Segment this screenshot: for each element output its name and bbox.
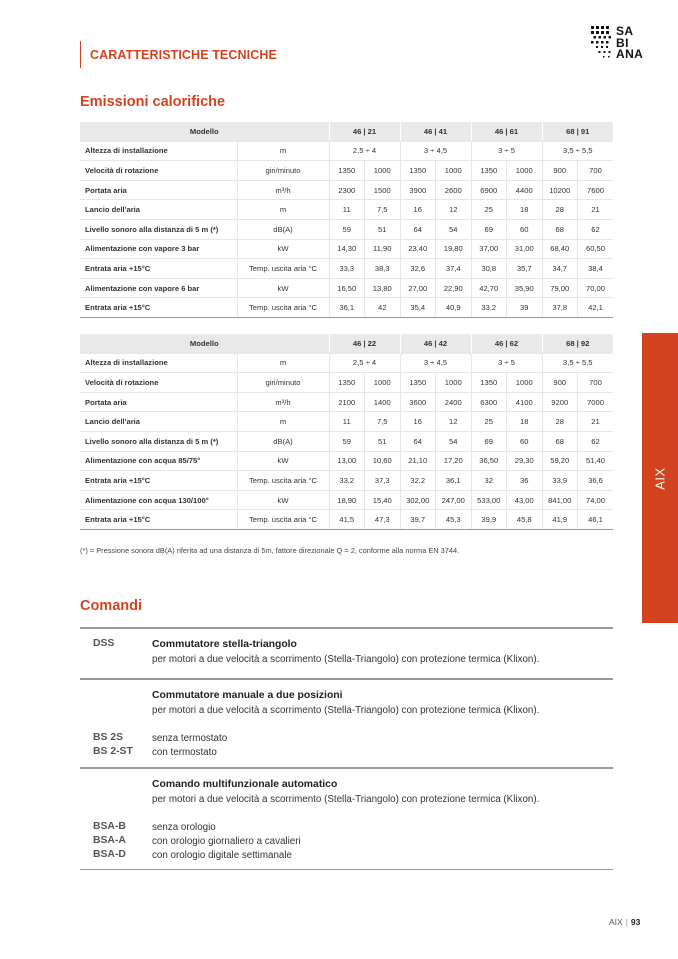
footer-label: AIX [609,917,623,927]
table-cell: 36,50 [471,451,507,471]
table-cell: 700 [578,161,614,181]
table-cell: 59 [329,219,365,239]
table-cell: 19,80 [436,239,472,259]
row-label: Alimentazione con acqua 85/75° [80,451,237,471]
table-cell: 1400 [365,392,401,412]
table-cell: 36,1 [329,298,365,318]
table-cell: 4100 [507,392,543,412]
divider [80,767,613,769]
row-unit: giri/minuto [237,373,329,393]
row-label: Lancio dell'aria [80,200,237,220]
footer-separator: | [625,917,628,927]
table-cell: 41,5 [329,510,365,530]
row-label: Entrata aria +15°C [80,259,237,279]
table-cell: 2600 [436,180,472,200]
table-row [80,451,613,471]
table-cell: 29,30 [507,451,543,471]
table-cell: 7600 [578,180,614,200]
command-option: con orologio giornaliero a cavalieri [152,836,301,847]
model-name: 46 | 21 [329,122,400,141]
row-label: Velocità di rotazione [80,373,237,393]
command-code: BSA-B [93,821,126,832]
table-cell: 74,00 [578,490,614,510]
table-cell: 1000 [365,161,401,181]
table-cell: 79,00 [542,278,578,298]
emissioni-table-2 [80,334,613,530]
row-unit: m³/h [237,392,329,412]
table-row [80,412,613,432]
table-cell: 1000 [436,373,472,393]
table-cell: 11 [329,412,365,432]
row-unit: m [237,200,329,220]
comandi-title: Comandi [80,598,143,614]
table-cell: 43,00 [507,490,543,510]
table-row [80,219,613,239]
table-cell: 533,00 [471,490,507,510]
row-unit: dB(A) [237,431,329,451]
table-cell: 40,9 [436,298,472,318]
table-cell: 62 [578,219,614,239]
table-cell: 69 [471,431,507,451]
row-label: Altezza di installazione [80,141,237,161]
command-option: con termostato [152,747,217,758]
table-row [80,392,613,412]
command-code: BS 2S [93,732,124,743]
table-cell: 51 [365,219,401,239]
table-cell: 13,80 [365,278,401,298]
table-cell: 6900 [471,180,507,200]
row-unit: kW [237,278,329,298]
table-cell: 69 [471,219,507,239]
table-cell: 3600 [400,392,436,412]
row-unit: m³/h [237,180,329,200]
model-name: 46 | 42 [400,334,471,353]
table-cell: 16,50 [329,278,365,298]
model-name: 46 | 62 [471,334,542,353]
table-cell: 4400 [507,180,543,200]
model-header: Modello [80,334,329,353]
table-cell: 34,7 [542,259,578,279]
row-unit: m [237,141,329,161]
table-cell: 18 [507,200,543,220]
row-unit: Temp. uscita aria °C [237,510,329,530]
logo-dot-grid-icon [591,26,613,62]
table-row [80,200,613,220]
table-cell: 1000 [365,373,401,393]
table-row [80,471,613,491]
table-cell: 42,70 [471,278,507,298]
table-cell: 37,8 [542,298,578,318]
table-cell: 1350 [471,373,507,393]
row-unit: Temp. uscita aria °C [237,471,329,491]
table-cell: 70,00 [578,278,614,298]
command-title: Commutatore stella-triangolo [152,639,297,650]
row-label: Altezza di installazione [80,353,237,373]
table-cell: 37,00 [471,239,507,259]
table-cell: 39 [507,298,543,318]
table-cell: 36,1 [436,471,472,491]
row-label: Alimentazione con vapore 3 bar [80,239,237,259]
table-cell: 59,20 [542,451,578,471]
row-unit: kW [237,239,329,259]
row-label: Entrata aria +15°C [80,510,237,530]
model-header: Modello [80,122,329,141]
model-name: 68 | 92 [542,334,613,353]
table-cell: 17,20 [436,451,472,471]
table-row [80,239,613,259]
table-cell: 3,5 ÷ 5,5 [542,141,613,161]
command-description: per motori a due velocità a scorrimento (Stella-Triangolo) con protezione termica (Klixon). [152,705,540,716]
table-cell: 39,9 [471,510,507,530]
row-label: Entrata aria +15°C [80,471,237,491]
table-cell: 2,5 ÷ 4 [329,353,400,373]
emissioni-table-1 [80,122,613,318]
table-cell: 21,10 [400,451,436,471]
table-row [80,353,613,373]
table-cell: 302,00 [400,490,436,510]
table-cell: 60 [507,431,543,451]
table-cell: 30,8 [471,259,507,279]
table-cell: 1000 [436,161,472,181]
side-tab-label: AIX [652,466,668,490]
table-row [80,141,613,161]
table-cell: 21 [578,200,614,220]
table-cell: 54 [436,219,472,239]
table-cell: 12 [436,412,472,432]
table-cell: 64 [400,219,436,239]
table-cell: 2400 [436,392,472,412]
table-cell: 60 [507,219,543,239]
table-row [80,278,613,298]
command-code: DSS [93,638,115,649]
table-cell: 32 [471,471,507,491]
table-cell: 11 [329,200,365,220]
command-option: senza orologio [152,822,216,833]
command-option: senza termostato [152,733,228,744]
table-cell: 35,90 [507,278,543,298]
table-cell: 37,4 [436,259,472,279]
table-row [80,510,613,530]
table-cell: 68,40 [542,239,578,259]
table-cell: 9200 [542,392,578,412]
table-cell: 7,5 [365,412,401,432]
row-label: Alimentazione con vapore 6 bar [80,278,237,298]
table-cell: 28 [542,200,578,220]
command-description: per motori a due velocità a scorrimento (Stella-Triangolo) con protezione termica (Klixon). [152,794,540,805]
table-cell: 247,00 [436,490,472,510]
table-cell: 41,9 [542,510,578,530]
table-cell: 37,3 [365,471,401,491]
table-cell: 3 ÷ 4,5 [400,141,471,161]
page-footer [609,917,640,927]
table-cell: 32,6 [400,259,436,279]
table-cell: 7000 [578,392,614,412]
row-unit: dB(A) [237,219,329,239]
table-cell: 900 [542,373,578,393]
table-cell: 15,40 [365,490,401,510]
table-cell: 62 [578,431,614,451]
row-unit: kW [237,451,329,471]
table-cell: 700 [578,373,614,393]
table-cell: 54 [436,431,472,451]
row-unit: m [237,412,329,432]
table-cell: 33,9 [542,471,578,491]
table-header-row [80,122,613,141]
table-row [80,259,613,279]
table-cell: 3,5 ÷ 5,5 [542,353,613,373]
table-cell: 23,40 [400,239,436,259]
table-cell: 3900 [400,180,436,200]
table-cell: 13,00 [329,451,365,471]
table-cell: 18 [507,412,543,432]
table-cell: 10,60 [365,451,401,471]
model-name: 68 | 91 [542,122,613,141]
table-row [80,161,613,181]
emissioni-title: Emissioni calorifiche [80,94,226,110]
row-label: Portata aria [80,180,237,200]
table-cell: 1350 [400,161,436,181]
row-unit: m [237,353,329,373]
row-unit: Temp. uscita aria °C [237,298,329,318]
table-cell: 1500 [365,180,401,200]
table-cell: 33,3 [329,259,365,279]
model-name: 46 | 41 [400,122,471,141]
footnote: (*) = Pressione sonora dB(A) riferita ad una distanza di 5m, fattore direzionale Q = 2, conforme alla norma EN 3744. [80,546,460,555]
table-cell: 10200 [542,180,578,200]
table-row [80,298,613,318]
table-cell: 18,90 [329,490,365,510]
table-cell: 35,7 [507,259,543,279]
table-cell: 3 ÷ 5 [471,141,542,161]
table-row [80,373,613,393]
table-cell: 22,90 [436,278,472,298]
table-cell: 7,5 [365,200,401,220]
table-cell: 12 [436,200,472,220]
sabiana-logo [591,26,647,62]
divider [80,869,613,870]
table-cell: 59 [329,431,365,451]
table-header-row [80,334,613,353]
table-cell: 31,00 [507,239,543,259]
table-cell: 32,2 [400,471,436,491]
row-label: Entrata aria +15°C [80,298,237,318]
table-cell: 1350 [329,373,365,393]
table-cell: 33,2 [471,298,507,318]
table-cell: 38,4 [578,259,614,279]
table-cell: 2100 [329,392,365,412]
table-row [80,431,613,451]
model-name: 46 | 61 [471,122,542,141]
model-name: 46 | 22 [329,334,400,353]
section-header [80,41,277,68]
logo-wordmark: SA BI ANA [616,24,644,62]
row-label: Portata aria [80,392,237,412]
table-cell: 2300 [329,180,365,200]
table-cell: 3 ÷ 5 [471,353,542,373]
row-unit: Temp. uscita aria °C [237,259,329,279]
row-unit: giri/minuto [237,161,329,181]
table-cell: 14,30 [329,239,365,259]
table-cell: 11,90 [365,239,401,259]
table-cell: 47,3 [365,510,401,530]
row-label: Lancio dell'aria [80,412,237,432]
table-cell: 36 [507,471,543,491]
table-cell: 46,1 [578,510,614,530]
table-row [80,490,613,510]
divider [80,678,613,680]
table-cell: 16 [400,412,436,432]
table-cell: 27,00 [400,278,436,298]
table-cell: 35,4 [400,298,436,318]
command-code: BS 2-ST [93,746,133,757]
table-cell: 68 [542,219,578,239]
table-cell: 45,3 [436,510,472,530]
table-cell: 39,7 [400,510,436,530]
table-cell: 25 [471,412,507,432]
table-cell: 1350 [400,373,436,393]
table-cell: 38,3 [365,259,401,279]
table-cell: 28 [542,412,578,432]
command-title: Comando multifunzionale automatico [152,779,338,790]
command-title: Commutatore manuale a due posizioni [152,690,343,701]
page-number: 93 [630,917,641,927]
command-description: per motori a due velocità a scorrimento (Stella-Triangolo) con protezione termica (Klixon). [152,654,540,665]
table-cell: 3 ÷ 4,5 [400,353,471,373]
command-option: con orologio digitale settimanale [152,850,292,861]
table-cell: 51,40 [578,451,614,471]
table-cell: 6300 [471,392,507,412]
table-cell: 21 [578,412,614,432]
table-cell: 64 [400,431,436,451]
table-cell: 1000 [507,373,543,393]
row-unit: kW [237,490,329,510]
table-cell: 1000 [507,161,543,181]
row-label: Velocità di rotazione [80,161,237,181]
table-cell: 42,1 [578,298,614,318]
table-cell: 68 [542,431,578,451]
table-row [80,180,613,200]
table-cell: 60,50 [578,239,614,259]
table-cell: 33,2 [329,471,365,491]
table-cell: 2,5 ÷ 4 [329,141,400,161]
row-label: Livello sonoro alla distanza di 5 m (*) [80,219,237,239]
row-label: Livello sonoro alla distanza di 5 m (*) [80,431,237,451]
section-title: CARATTERISTICHE TECNICHE [90,47,277,62]
divider [80,627,613,629]
table-cell: 841,00 [542,490,578,510]
table-cell: 36,6 [578,471,614,491]
table-cell: 25 [471,200,507,220]
table-cell: 1350 [471,161,507,181]
table-cell: 1350 [329,161,365,181]
table-cell: 42 [365,298,401,318]
table-cell: 900 [542,161,578,181]
table-cell: 45,8 [507,510,543,530]
command-code: BSA-A [93,835,126,846]
table-cell: 16 [400,200,436,220]
row-label: Alimentazione con acqua 130/100° [80,490,237,510]
side-tab [642,333,678,623]
command-code: BSA-D [93,849,126,860]
table-cell: 51 [365,431,401,451]
